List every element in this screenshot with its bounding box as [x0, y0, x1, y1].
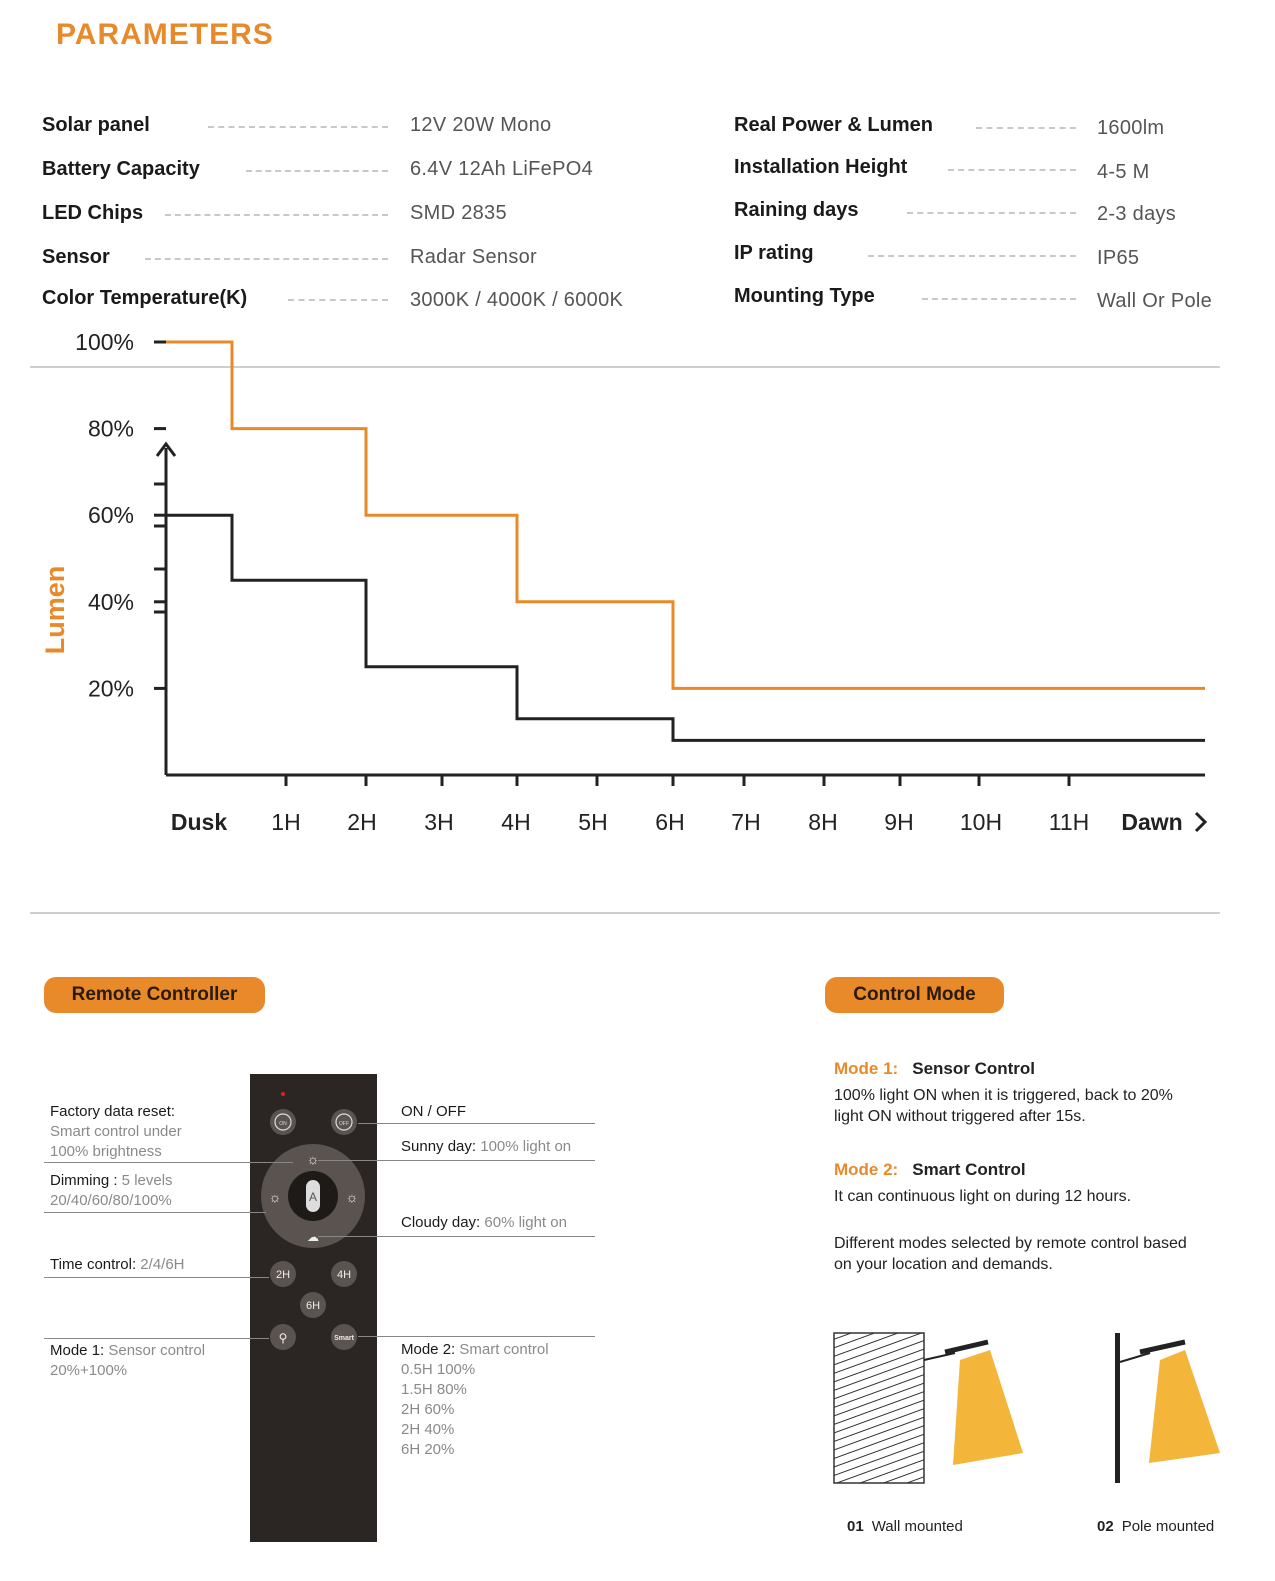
pole-mount-illustration — [1115, 1333, 1220, 1483]
light-beam — [953, 1350, 1023, 1465]
x-tick-label: 11H — [1048, 809, 1090, 835]
mode1-sub: 20%+100% — [50, 1362, 128, 1379]
param-label: Real Power & Lumen — [734, 114, 933, 136]
control-mode-pill: Control Mode — [825, 977, 1004, 1013]
4h-button[interactable] — [331, 1261, 357, 1287]
mode2-label: Mode 2: — [401, 1341, 456, 1358]
leader-line — [358, 1123, 595, 1124]
param-value: IP65 — [1097, 247, 1140, 269]
x-tick-label: Dusk — [170, 809, 228, 835]
param-value: 3000K / 4000K / 6000K — [410, 289, 624, 311]
pole — [1115, 1333, 1120, 1483]
x-tick-label: 7H — [731, 809, 761, 835]
mounting-illustrations — [825, 1325, 1245, 1495]
dimming-value: 5 levels — [117, 1172, 173, 1189]
6h-button[interactable] — [300, 1292, 326, 1318]
walking-person-icon: ⚲ — [278, 1331, 288, 1345]
x-tick-label: 5H — [578, 809, 608, 835]
param-label: Raining days — [734, 199, 859, 221]
svg-text:ON: ON — [279, 1121, 287, 1127]
x-tick-label: 1H — [271, 809, 301, 835]
y-tick-label: 40% — [87, 588, 134, 615]
param-value: 4-5 M — [1097, 161, 1150, 183]
pole-mounted-caption — [1097, 1518, 1214, 1535]
param-value: Radar Sensor — [410, 246, 537, 268]
param-label: Battery Capacity — [42, 158, 200, 180]
y-tick-label: 20% — [87, 675, 134, 702]
x-tick-label: 4H — [501, 809, 531, 835]
mode1-title: Sensor Control — [912, 1059, 1036, 1078]
mode2-step: 6H 20% — [401, 1441, 455, 1458]
divider — [165, 214, 388, 216]
mode1-heading — [834, 1059, 1035, 1079]
lumen-chart — [0, 329, 1275, 900]
mode2-step: 1.5H 80% — [401, 1381, 467, 1398]
factory-reset-title: Factory data reset: — [50, 1103, 176, 1120]
dim-down-icon[interactable]: ☼ — [268, 1189, 282, 1205]
divider — [246, 170, 388, 172]
divider — [868, 255, 1076, 257]
mode2-step: 2H 40% — [401, 1421, 455, 1438]
time-control-note — [50, 1255, 185, 1275]
remote-controller-pill: Remote Controller — [44, 977, 265, 1013]
mode2-description: It can continuous light on during 12 hours. — [834, 1188, 1132, 1205]
param-label: IP rating — [734, 242, 814, 264]
param-value: 1600lm — [1097, 117, 1165, 139]
leader-line — [358, 1336, 595, 1337]
mode2-title: Smart Control — [912, 1160, 1026, 1179]
x-tick-label: 2H — [347, 809, 377, 835]
x-tick-label: 9H — [884, 809, 914, 835]
wall-mount-illustration — [834, 1333, 1023, 1483]
series-line-black — [166, 515, 1205, 740]
light-beam — [1149, 1350, 1220, 1463]
x-tick-label: Dawn — [1121, 809, 1183, 835]
time-control-value: 2/4/6H — [136, 1256, 185, 1273]
chevron-right-icon — [1196, 813, 1205, 831]
mode2-heading — [834, 1160, 1026, 1180]
mode2-step: 2H 60% — [401, 1401, 455, 1418]
dimming-label: Dimming : — [50, 1172, 118, 1189]
sunny-day-label: Sunny day: — [401, 1138, 477, 1155]
sunny-day-value: 100% light on — [476, 1138, 572, 1155]
cloudy-day-value: 60% light on — [480, 1214, 567, 1231]
dim-up-icon[interactable]: ☼ — [345, 1189, 359, 1205]
leader-line — [318, 1236, 595, 1237]
mode1-value: Sensor control — [104, 1342, 206, 1359]
mode1-note — [50, 1341, 205, 1381]
control-note: Different modes selected by remote control based on your location and demands. — [834, 1235, 1187, 1273]
center-button[interactable]: A — [308, 1190, 318, 1204]
factory-reset-note — [50, 1102, 182, 1162]
svg-text:OFF: OFF — [339, 1121, 349, 1127]
param-value: SMD 2835 — [410, 202, 507, 224]
wall — [834, 1333, 924, 1483]
dimming-levels: 20/40/60/80/100% — [50, 1192, 172, 1209]
divider — [145, 258, 388, 260]
param-value: 6.4V 12Ah LiFePO4 — [410, 158, 593, 180]
factory-reset-sub: Smart control under — [50, 1123, 182, 1140]
caption-text: Pole mounted — [1121, 1518, 1215, 1535]
mode1-tag: Mode 1: — [834, 1059, 899, 1078]
leader-line — [44, 1338, 269, 1339]
sensor-mode-button[interactable] — [270, 1324, 296, 1350]
leader-line — [44, 1212, 266, 1213]
caption-number: 01 — [847, 1518, 864, 1535]
param-label: Installation Height — [734, 156, 908, 178]
x-tick-label: 3H — [424, 809, 454, 835]
mode1-description: 100% light ON when it is triggered, back to 20% light ON without triggered after 15s. — [834, 1087, 1173, 1125]
param-label: Solar panel — [42, 114, 150, 136]
section-divider — [30, 366, 1220, 368]
x-tick-label: 6H — [655, 809, 685, 835]
mode2-tag: Mode 2: — [834, 1160, 899, 1179]
caption-number: 02 — [1097, 1518, 1114, 1535]
2h-button[interactable] — [270, 1261, 296, 1287]
mode2-value: Smart control — [455, 1341, 549, 1358]
divider — [907, 212, 1076, 214]
section-divider — [30, 912, 1220, 914]
wall-mounted-caption — [847, 1518, 963, 1535]
svg-text:Smart: Smart — [334, 1335, 354, 1342]
param-value: Wall Or Pole — [1097, 290, 1213, 312]
section-title: PARAMETERS — [56, 18, 274, 51]
divider — [208, 126, 388, 128]
param-label: Color Temperature(K) — [42, 287, 248, 309]
svg-text:6H: 6H — [305, 1300, 321, 1312]
divider — [976, 127, 1076, 129]
cloudy-day-label: Cloudy day: — [401, 1214, 481, 1231]
remote-control-illustration — [240, 1070, 390, 1550]
on-off-note: ON / OFF — [401, 1103, 466, 1120]
divider — [948, 169, 1076, 171]
caption-text: Wall mounted — [871, 1518, 963, 1535]
cloudy-day-note — [401, 1213, 567, 1233]
param-value: 12V 20W Mono — [410, 114, 552, 136]
svg-text:4H: 4H — [336, 1269, 352, 1281]
factory-reset-sub: 100% brightness — [50, 1143, 162, 1160]
series-line-orange — [166, 342, 1205, 688]
y-tick-label: 80% — [87, 415, 134, 442]
leader-line — [44, 1162, 293, 1163]
svg-text:2H: 2H — [275, 1269, 291, 1281]
time-control-label: Time control: — [50, 1256, 137, 1273]
param-label: Mounting Type — [734, 285, 875, 307]
off-button[interactable] — [331, 1109, 357, 1135]
cloud-icon[interactable]: ☁ — [307, 1230, 319, 1244]
divider — [922, 298, 1076, 300]
on-button[interactable] — [270, 1109, 296, 1135]
lamp-arm — [1120, 1353, 1150, 1362]
mode1-label: Mode 1: — [50, 1342, 105, 1359]
leader-line — [318, 1160, 595, 1161]
mode2-step: 0.5H 100% — [401, 1361, 476, 1378]
param-label: LED Chips — [42, 202, 144, 224]
x-tick-label: 10H — [959, 809, 1003, 835]
sun-icon[interactable]: ☼ — [306, 1151, 320, 1167]
param-value: 2-3 days — [1097, 203, 1177, 225]
indicator-led — [281, 1092, 285, 1096]
sunny-day-note — [401, 1137, 571, 1157]
leader-line — [44, 1277, 269, 1278]
x-tick-label: 8H — [808, 809, 838, 835]
lamp-head — [945, 1342, 988, 1352]
y-tick-label: 100% — [75, 329, 134, 355]
mode2-note — [401, 1340, 549, 1460]
param-label: Sensor — [42, 246, 110, 268]
smart-mode-button[interactable] — [331, 1324, 357, 1350]
lamp-head — [1140, 1342, 1185, 1352]
y-tick-label: 60% — [87, 502, 134, 529]
divider — [288, 299, 388, 301]
lamp-arm — [924, 1353, 955, 1360]
y-axis-label: Lumen — [40, 565, 70, 655]
dimming-note — [50, 1171, 173, 1211]
